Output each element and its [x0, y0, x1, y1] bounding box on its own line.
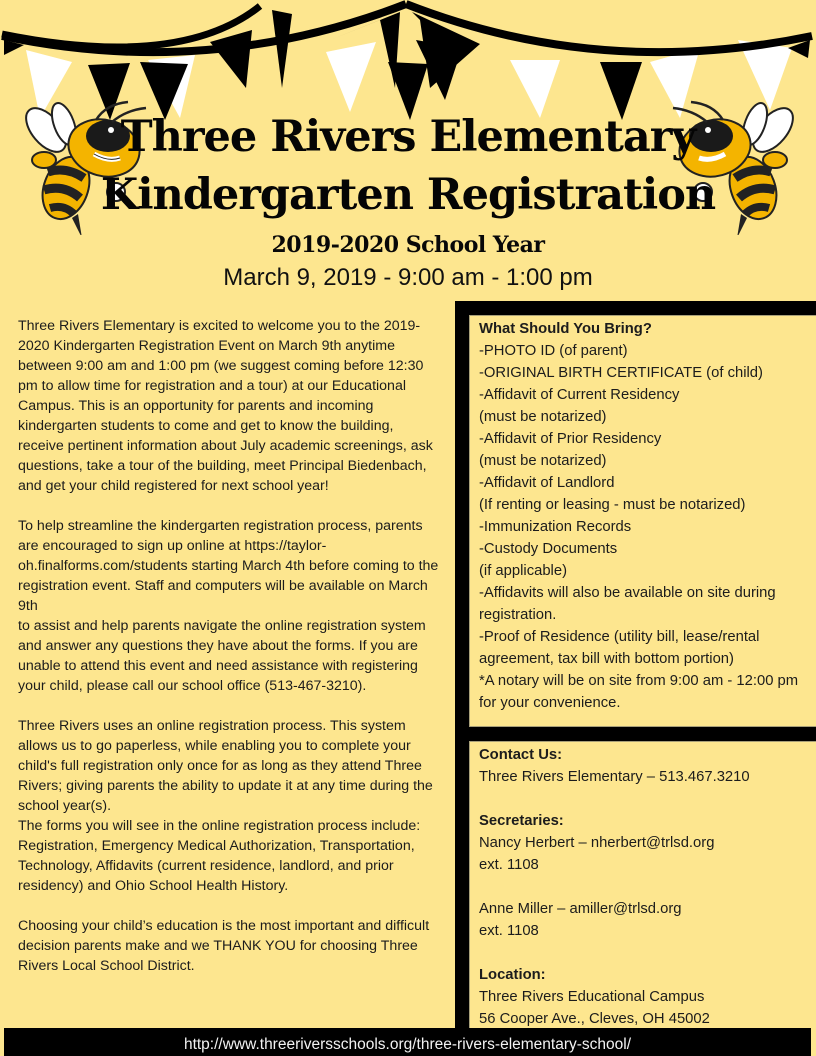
event-datetime: March 9, 2019 - 9:00 am - 1:00 pm: [223, 264, 593, 291]
bring-item: -Affidavit of Landlord: [479, 475, 615, 491]
bring-item-note: (must be notarized): [479, 409, 607, 425]
secretary-extension: ext. 1108: [479, 857, 539, 873]
bring-item-note: (if applicable): [479, 563, 568, 579]
footer-url-bar: [4, 1028, 811, 1056]
contact-heading: Contact Us:: [479, 747, 563, 763]
bring-item: -Immunization Records: [479, 519, 632, 535]
location-name: Three Rivers Educational Campus: [479, 989, 705, 1005]
what-to-bring-heading: What Should You Bring?: [479, 321, 652, 337]
location-heading: Location:: [479, 967, 546, 983]
intro-paragraph: To help streamline the kindergarten registration process, parents are encouraged to sign up online at https://taylor-oh.finalforms.com/students starting March 4th before coming to the registration event. Staff and computers will be available on March 9th: [18, 518, 439, 614]
bring-item: -Affidavits will also be available on site during registration.: [479, 585, 776, 623]
bring-item: -ORIGINAL BIRTH CERTIFICATE (of child): [479, 365, 763, 381]
secretary-contact[interactable]: Nancy Herbert – nherbert@trlsd.org: [479, 835, 715, 851]
intro-paragraph: to assist and help parents navigate the online registration system and answer any questions they have about the forms. If you are unable to attend this event and need assistance with registering your child, please call our school office (513-467-3210).: [18, 618, 426, 694]
intro-paragraph: Three Rivers Elementary is excited to welcome you to the 2019-2020 Kindergarten Registration Event on March 9th anytime between 9:00 am and 1:00 pm (we suggest coming before 12:30 pm to allow time for registration and a tour) at our Educational Campus. This is an opportunity for parents and incoming kindergarten students to come and get to know the building, receive pertinent information about July academic screenings, ask questions, take a tour of the building, meet Principal Biedenbach, and get your child registered for next school year!: [18, 318, 433, 494]
bring-item-note: (If renting or leasing - must be notarized): [479, 497, 746, 513]
page-title-line-2: Kindergarten Registration: [100, 170, 716, 220]
bring-item: -Custody Documents: [479, 541, 618, 557]
secretaries-heading: Secretaries:: [479, 813, 564, 829]
secretary-extension: ext. 1108: [479, 923, 539, 939]
secretary-contact[interactable]: Anne Miller – amiller@trlsd.org: [479, 901, 682, 917]
bring-item: -Affidavit of Prior Residency: [479, 431, 662, 447]
intro-paragraph: Three Rivers uses an online registration process. This system allows us to go paperless, while enabling you to complete your child's full registration only once for as long as they attend Three Rivers; giving parents the ability to update it at any time during the school year(s).: [18, 718, 433, 814]
school-phone: Three Rivers Elementary – 513.467.3210: [479, 769, 750, 785]
bring-item: -Proof of Residence (utility bill, lease/rental agreement, tax bill with bottom portion): [479, 629, 760, 667]
intro-paragraph: The forms you will see in the online registration process include: Registration, Emergency Medical Authorization, Transportation, Technology, Affidavits (current residence, landlord, and prior residency) and Ohio School Health History.: [18, 818, 421, 894]
contact-panel: [469, 741, 816, 1041]
notary-note: *A notary will be on site from 9:00 am - 12:00 pm for your convenience.: [479, 673, 799, 711]
closing-paragraph: Choosing your child’s education is the most important and difficult decision parents make and we THANK YOU for choosing Three Rivers Local School District.: [18, 918, 430, 974]
intro-section: [18, 316, 440, 976]
bring-item: -PHOTO ID (of parent): [479, 343, 628, 359]
bring-item: -Affidavit of Current Residency: [479, 387, 680, 403]
what-to-bring-panel: [469, 315, 816, 727]
school-website-link[interactable]: http://www.threeriversschools.org/three-rivers-elementary-school/: [183, 1036, 632, 1053]
school-year-subtitle: 2019-2020 School Year: [271, 232, 545, 258]
page-title-line-1: Three Rivers Elementary: [120, 112, 696, 162]
location-address: 56 Cooper Ave., Cleves, OH 45002: [479, 1011, 710, 1027]
bring-item-note: (must be notarized): [479, 453, 607, 469]
